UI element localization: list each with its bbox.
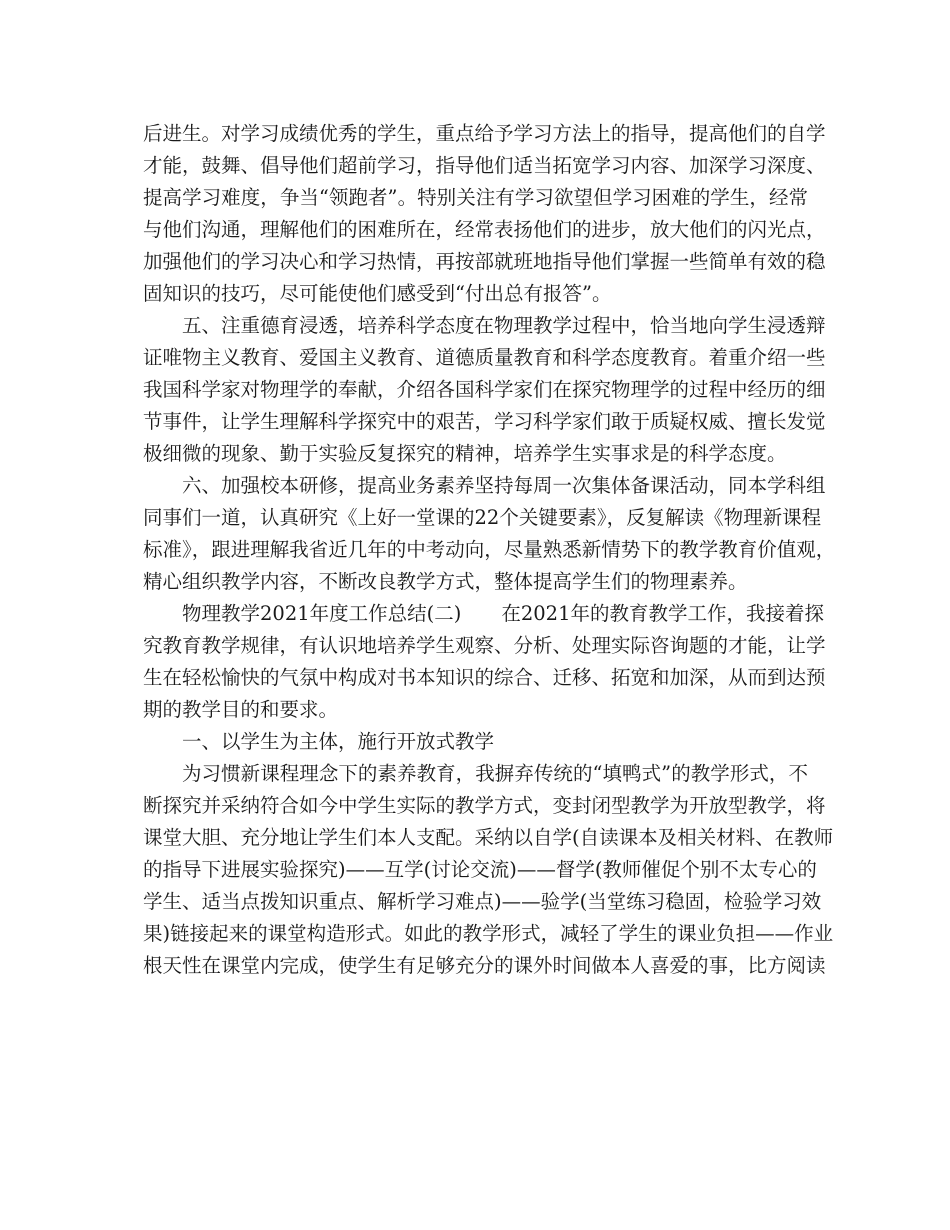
text-line: 断探究并采纳符合如今中学生实际的教学方式，变封闭型教学为开放型教学，将 [143,794,826,817]
text-line: 期的教学目的和要求。 [143,698,339,721]
text-line: 果)链接起来的课堂构造形式。如此的教学形式，减轻了学生的课业负担——作业 [143,922,834,945]
text-line: 才能，鼓舞、倡导他们超前学习，指导他们适当拓宽学习内容、加深学习深度、 [143,154,826,177]
section-six-first-line: 六、加强校本研修，提高业务素养坚持每周一次集体备课活动，同本学科组 [182,474,826,497]
text-line: 固知识的技巧，尽可能使他们感受到“付出总有报答”。 [143,282,612,305]
text-line: 学生、适当点拨知识重点、解析学习难点)——验学(当堂练习稳固，检验学习效 [143,890,822,913]
text-line: 提高学习难度，争当“领跑者”。特别关注有学习欲望但学习困难的学生，经常 [143,186,808,209]
text-line: 根天性在课堂内完成，使学生有足够充分的课外时间做本人喜爱的事，比方阅读 [143,954,826,977]
text-line: 生在轻松愉快的气氛中构成对书本知识的综合、迁移、拓宽和加深，从而到达预 [143,666,826,689]
text-line: 与他们沟通，理解他们的困难所在，经常表扬他们的进步，放大他们的闪光点， [143,218,826,241]
summary-two-intro: 在2021年的教育教学工作，我接着探 [501,602,824,625]
text-line: 节事件，让学生理解科学探究中的艰苦，学习科学家们敢于质疑权威、擅长发觉 [143,410,826,433]
section-heading-one: 一、以学生为主体，施行开放式教学 [182,730,495,753]
text-line: 加强他们的学习决心和学习热情，再按部就班地指导他们掌握一些简单有效的稳 [143,250,826,273]
text-line: 极细微的现象、勤于实验反复探究的精神，培养学生实事求是的科学态度。 [143,442,787,465]
summary-two-first-line [143,598,824,630]
text-line: 精心组织教学内容，不断改良教学方式，整体提高学生们的物理素养。 [143,570,748,593]
section-five-first-line: 五、注重德育浸透，培养科学态度在物理教学过程中，恰当地向学生浸透辩 [182,314,826,337]
text-line: 证唯物主义教育、爱国主义教育、道德质量教育和科学态度教育。着重介绍一些 [143,346,826,369]
text-line: 的指导下进展实验探究)——互学(讨论交流)——督学(教师催促个别不太专心的 [143,858,817,881]
text-line: 标准》，跟进理解我省近几年的中考动向，尽量熟悉新情势下的教学教育价值观， [143,538,836,561]
text-line: 我国科学家对物理学的奉献，介绍各国科学家们在探究物理学的过程中经历的细 [143,378,826,401]
text-line: 究教育教学规律，有认识地培养学生观察、分析、处理实际咨询题的才能，让学 [143,634,826,657]
document-body [143,118,836,982]
text-line: 后进生。对学习成绩优秀的学生，重点给予学习方法上的指导，提高他们的自学 [143,122,826,145]
text-line: 课堂大胆、充分地让学生们本人支配。采纳以自学(自读课本及相关材料、在教师 [143,826,834,849]
summary-two-heading: 物理教学2021年度工作总结(二) [182,602,462,625]
text-line: 同事们一道，认真研究《上好一堂课的22个关键要素》，反复解读《物理新课程 [143,506,822,529]
paragraph-first-line: 为习惯新课程理念下的素养教育，我摒弃传统的“填鸭式”的教学形式，不 [182,762,808,785]
